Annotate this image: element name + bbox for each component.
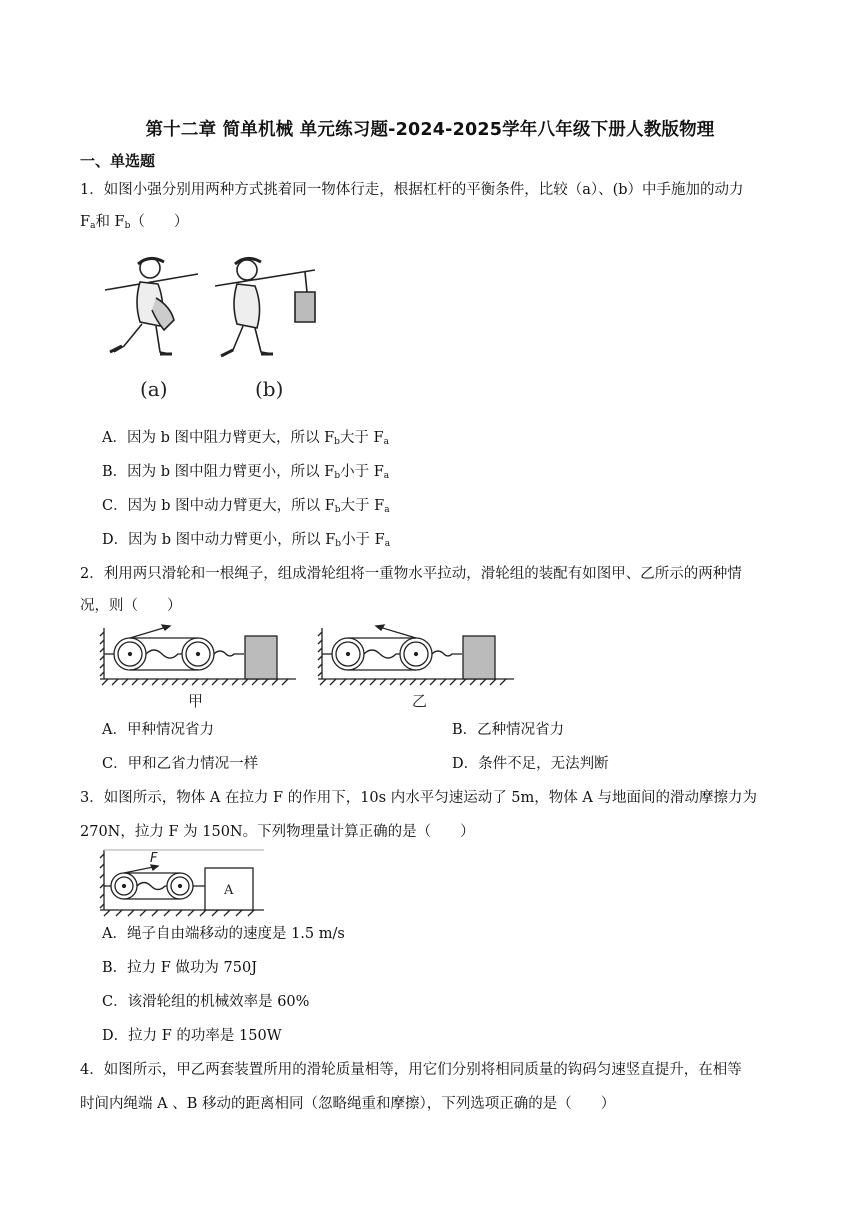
figure-b-label: (b) <box>255 377 284 401</box>
question-3-option-c: C．该滑轮组的机械效率是 60% <box>102 994 310 1010</box>
question-1-text-line-1: 1．如图小强分别用两种方式挑着同一物体行走，根据杠杆的平衡条件，比较（a）、(b）中手施加的动力 <box>80 182 744 198</box>
question-2-text-line-1: 2．利用两只滑轮和一根绳子，组成滑轮组将一重物水平拉动，滑轮组的装配有如图甲、乙所示的两种情 <box>80 566 742 582</box>
question-1-figure <box>100 252 320 402</box>
question-3-text-line-1: 3．如图所示，物体 A 在拉力 F 的作用下，10s 内水平匀速运动了 5m，物体 A 与地面间的滑动摩擦力为 <box>80 790 757 806</box>
question-3-option-a: A．绳子自由端移动的速度是 1.5 m/s <box>102 926 345 942</box>
figure-b-boy-carrying-icon <box>215 258 315 356</box>
question-1-option-b: B．因为 b 图中阻力臂更小，所以 $F_b$小于 $F_a$ <box>102 464 390 481</box>
figure-a-label: (a) <box>140 377 168 401</box>
question-2-text-line-2: 况，则（ ） <box>80 598 182 614</box>
document-title: 第十二章 简单机械 单元练习题-2024-2025学年八年级下册人教版物理 <box>145 120 715 140</box>
question-2-option-c: C．甲和乙省力情况一样 <box>102 756 259 772</box>
question-1-option-c: C．因为 b 图中动力臂更大，所以 $F_b$大于 $F_a$ <box>102 498 390 515</box>
question-3-figure <box>100 846 270 916</box>
question-3-option-d: D．拉力 F 的功率是 150W <box>102 1028 282 1044</box>
pulley-system-jia-icon <box>100 625 296 685</box>
question-3-option-b: B．拉力 F 做功为 750J <box>102 960 258 976</box>
question-2-option-b: B．乙种情况省力 <box>452 722 565 738</box>
figure-a-boy-carrying-icon <box>105 258 198 354</box>
pulley-system-yi-icon <box>318 625 514 685</box>
question-1-text-line-2: $F_a$和 $F_b$（ ） <box>80 214 189 231</box>
figure-jia-label: 甲 <box>188 692 204 710</box>
question-4-text-line-2: 时间内绳端 A 、B 移动的距离相同（忽略绳重和摩擦），下列选项正确的是（ ） <box>80 1096 616 1112</box>
question-3-text-line-2: 270N，拉力 F 为 150N。下列物理量计算正确的是（ ） <box>80 824 475 840</box>
question-2-option-d: D．条件不足，无法判断 <box>452 756 609 772</box>
question-1-option-a: A．因为 b 图中阻力臂更大，所以 $F_b$大于 $F_a$ <box>102 430 389 447</box>
force-F-label: F <box>150 851 158 866</box>
object-A-label: A <box>224 883 234 898</box>
figure-yi-label: 乙 <box>412 692 428 710</box>
question-2-figure <box>100 624 520 714</box>
question-4-text-line-1: 4．如图所示，甲乙两套装置所用的滑轮质量相等，用它们分别将相同质量的钩码匀速竖直提升，在相等 <box>80 1062 742 1078</box>
section-heading: 一、单选题 <box>80 152 156 170</box>
question-1-option-d: D．因为 b 图中动力臂更小，所以 $F_b$小于 $F_a$ <box>102 532 391 549</box>
question-2-option-a: A．甲种情况省力 <box>102 722 214 738</box>
